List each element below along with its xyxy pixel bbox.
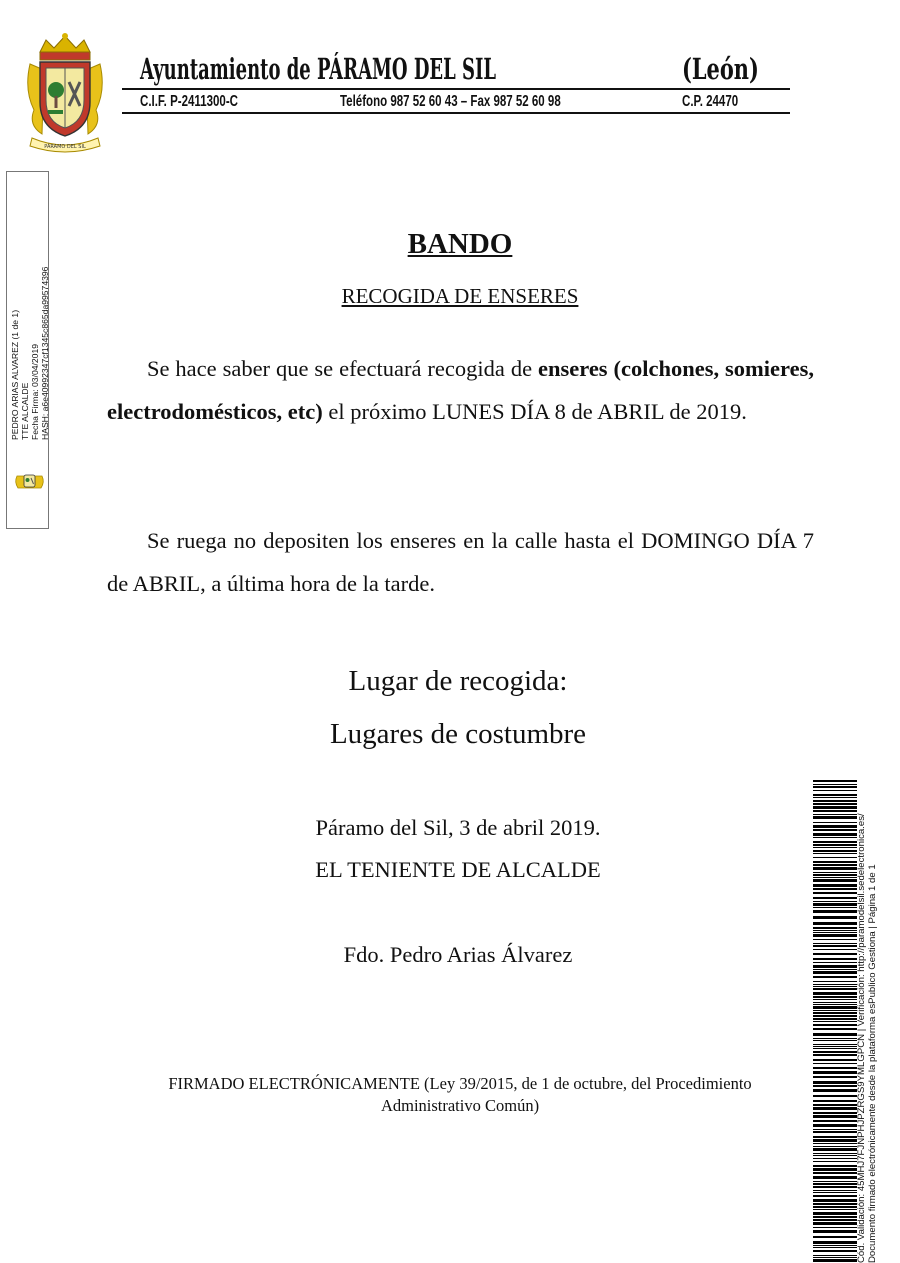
barcode-bar [813,1015,857,1017]
signer-name: PEDRO ARIAS ALVAREZ (1 de 1) [10,309,20,440]
barcode-bar [813,1018,857,1020]
barcode-bar [813,864,857,866]
barcode-bar [813,800,857,802]
barcode-bar [813,986,857,987]
barcode-bar [813,939,857,940]
barcode-bar [813,1120,857,1122]
barcode-bar [813,1024,857,1026]
barcode-bar [813,1002,857,1003]
barcode-bar [813,1107,857,1110]
barcode-bar [813,822,857,823]
barcode-bar [813,825,857,828]
barcode-bar [813,1245,857,1246]
barcode-bar [813,971,857,974]
barcode-bar [813,829,857,831]
paragraph-text-end: el próximo LUNES DÍA 8 de ABRIL de 2019. [322,399,747,424]
barcode-bar [813,996,857,998]
barcode-bar [813,867,857,870]
barcode-bar [813,1071,857,1074]
barcode-bar [813,1089,857,1092]
barcode-bar [813,790,857,791]
barcode-bar [813,907,857,908]
barcode-bar [813,1006,857,1009]
barcode-bar [813,806,857,809]
barcode-bar [813,1165,857,1167]
barcode-bar [813,874,857,876]
barcode-bar [813,877,857,878]
barcode-bar [813,1038,857,1039]
barcode-bar [813,1153,857,1154]
barcode-bar [813,861,857,863]
barcode-bar [813,850,857,852]
barcode-bar [813,1028,857,1030]
barcode-bar [813,984,857,985]
barcode-bar [813,1076,857,1078]
barcode-bar [813,1129,857,1130]
barcode-bar [813,833,857,836]
signer-role: TTE ALCALDE [20,382,30,440]
barcode-bar [813,1209,857,1210]
barcode-bar [813,903,857,906]
barcode-bar [813,1044,857,1045]
barcode-bar [813,1168,857,1171]
barcode-bar [813,1241,857,1244]
province-name: (León) [682,52,759,86]
barcode-bar [813,857,857,858]
barcode-bar [813,837,857,838]
barcode-bar [813,953,857,955]
signer-title: EL TENIENTE DE ALCALDE [315,857,601,882]
barcode-bar [813,1010,857,1011]
barcode-bar [813,992,857,995]
barcode-bar [813,1247,857,1248]
barcode-bar [813,1112,857,1114]
signing-place-date: Páramo del Sil, 3 de abril 2019. [315,815,601,840]
barcode-bar [813,916,857,919]
electronic-signature-note: FIRMADO ELECTRÓNICAMENTE (Ley 39/2015, de 1 de octubre, del Procedimiento Administrativo Común) [168,1074,752,1115]
barcode-bar [813,934,857,937]
platform-note: Documento firmado electrónicamente desde la plataforma esPublico Gestiona | Página 1 de 1 [867,864,878,1263]
barcode-bar [813,1146,857,1147]
validation-code: Cód. Validación: 45MHJ7FJNPHJPZRGS9YMLGPCN | Verificación: http://paramodelsil.sedelectronica.es/ [856,813,867,1263]
barcode-bar [813,981,857,982]
barcode-bar [813,1012,857,1014]
barcode-bar [813,1222,857,1225]
barcode-bar [813,1136,857,1138]
barcode-bar [813,879,857,882]
document-subtitle: RECOGIDA DE ENSERES [341,284,579,308]
barcode-bar [813,962,857,963]
barcode-bar [813,999,857,1000]
barcode-bar [813,1021,857,1022]
barcode-bar [813,930,857,931]
barcode-bar [813,786,857,788]
barcode-bar [813,910,857,913]
barcode-bar [813,1040,857,1041]
header-phone-fax: Teléfono 987 52 60 43 – Fax 987 52 60 98 [340,93,561,110]
barcode-bar [813,927,857,929]
barcode-bar [813,958,857,960]
barcode-bar [813,1085,857,1087]
barcode-bar [813,1216,857,1218]
barcode-bar [813,1212,857,1215]
barcode-bar [813,1172,857,1174]
barcode-bar [813,969,857,970]
barcode-bar [813,1100,857,1102]
barcode-bar [813,1063,857,1064]
announcement-paragraph [107,347,814,433]
items-emphasis: enseres (colchones, somieres, electrodomésticos, etc) [107,356,814,424]
barcode-bar [813,892,857,894]
barcode-bar [813,1124,857,1127]
barcode-bar [813,1195,857,1197]
document-title: BANDO [407,228,513,260]
barcode-bar [813,1227,857,1228]
barcode-bar [813,803,857,805]
barcode-bar [813,1203,857,1205]
barcode-bar [813,844,857,846]
barcode-bar [813,1158,857,1159]
barcode-bar [813,847,857,848]
logo-caption: PÁRAMO DEL SIL [44,144,86,150]
barcode-bar [813,1206,857,1208]
barcode-bar [813,1067,857,1069]
barcode-bar [813,1199,857,1202]
barcode-bar [813,1104,857,1106]
barcode-bar [813,949,857,950]
validation-text [856,783,878,1263]
barcode-bar [813,816,857,819]
barcode-bar [813,1048,857,1049]
paragraph-text-start: Se hace saber que se efectuará recogida de [147,356,538,381]
barcode-bar [813,1255,857,1256]
barcode-bar [813,1186,857,1188]
instruction-paragraph: Se ruega no depositen los enseres en la calle hasta el DOMINGO DÍA 7 de ABRIL, a última hora de la tarde. [107,528,814,596]
municipal-coat-of-arms-logo [22,30,108,155]
barcode-bar [813,794,857,796]
header-postal-code: C.P. 24470 [682,93,739,110]
collection-place-label: Lugar de recogida: [348,665,568,697]
barcode-bar [813,922,857,925]
barcode-bar [813,1115,857,1118]
barcode-bar [813,1230,857,1233]
barcode-bar [813,1176,857,1179]
barcode-bar [813,1257,857,1258]
collection-place-value: Lugares de costumbre [329,718,587,750]
barcode-bar [813,780,857,782]
barcode-bar [813,1059,857,1061]
barcode-bar [813,884,857,887]
barcode-bar [813,814,857,815]
barcode-bar [813,1033,857,1036]
barcode-bar [813,1095,857,1097]
barcode-bar [813,943,857,944]
header-rule-bottom [122,112,790,114]
barcode-bar [813,1139,857,1142]
barcode-bar [813,1192,857,1193]
barcode-bar [813,872,857,873]
barcode-bar [813,853,857,854]
barcode-bar [813,1219,857,1221]
barcode-bar [813,988,857,990]
barcode-bar [813,1181,857,1182]
barcode-bar [813,932,857,933]
barcode-bar [813,1004,857,1005]
barcode-bar [813,1161,857,1162]
barcode-bar [813,901,857,902]
barcode-bar [813,841,857,843]
barcode-bar [813,1081,857,1084]
signature-seal-icon [13,472,46,492]
barcode-bar [813,1054,857,1056]
barcode-bar [813,1046,857,1047]
barcode-bar [813,1183,857,1185]
municipality-name: Ayuntamiento de PÁRAMO DEL SIL [140,52,497,86]
barcode-bar [813,1250,857,1252]
signed-by: Fdo. Pedro Arias Álvarez [343,942,573,967]
barcode-bar [813,1148,857,1151]
barcode-bar [813,1131,857,1133]
barcode-bar [813,945,857,947]
validation-barcode [813,780,857,1262]
header-cif: C.I.F. P-2411300-C [140,93,238,110]
barcode-bar [813,810,857,812]
signature-hash: HASH: a6e40992347cf1345c865da99574396 [40,266,50,440]
barcode-bar [813,976,857,978]
barcode-bar [813,1259,857,1262]
barcode-bar [813,1236,857,1238]
barcode-bar [813,1155,857,1156]
barcode-bar [813,1190,857,1191]
barcode-bar [813,797,857,798]
signature-date: Fecha Firma: 03/04/2019 [30,343,40,440]
barcode-bar [813,965,857,968]
barcode-bar [813,1143,857,1144]
barcode-bar [813,1051,857,1053]
header-rule-top [122,88,790,90]
barcode-bar [813,784,857,785]
barcode-bar [813,888,857,890]
barcode-bar [813,897,857,899]
